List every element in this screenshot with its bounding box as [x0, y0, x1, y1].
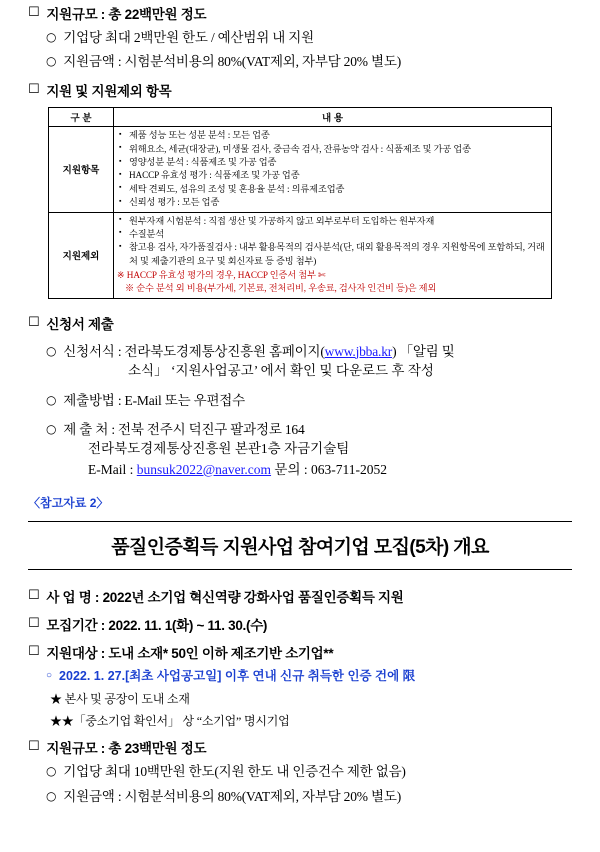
list-item: ▪ 신뢰성 평가 : 모든 업종	[129, 196, 548, 209]
period-heading	[28, 614, 572, 634]
list-item: ▪ 위해요소, 세균(대장균), 미생물 검사, 중금속 검사, 잔류농약 검사 : 식품제조 및 가공 업종	[129, 143, 548, 156]
circle-bullet-icon: ○	[46, 343, 57, 358]
note-exclusion: ※ 순수 분석 외 비용(부가세, 기본료, 전처리비, 우송료, 검사자 인건비 등)은 제외	[125, 283, 437, 294]
target-blue-note	[46, 668, 572, 686]
email-link[interactable]: bunsuk2022@naver.com	[136, 461, 272, 477]
support-scale-item-1-text: 기업당 최대 2백만원 한도 / 예산범위 내 지원	[63, 30, 314, 45]
target-text: 지원대상 : 도내 소재* 50인 이하 제조기반 소기업**	[46, 645, 334, 661]
scale-heading	[28, 737, 572, 757]
scale-item-2	[46, 787, 572, 806]
row-label-excluded: 지원제외	[49, 212, 114, 298]
support-items-heading-text: 지원 및 지원제외 항목	[46, 84, 172, 100]
list-item: ▪ 참고용 검사, 자가품질검사 : 내부 활용목적의 검사분석(단, 대외 활용목적의 경우 지원항목에 포함하되, 거래처 및 제출기관의 요구 및 회신자료 등 증빙 첨부)	[129, 241, 548, 268]
application-form-suffix: ) 「알림 및	[392, 343, 455, 359]
application-email-line	[88, 460, 572, 480]
scale-item-1-text: 기업당 최대 10백만원 한도(지원 한도 내 인증건수 제한 없음)	[63, 764, 406, 780]
row-label-support: 지원항목	[49, 127, 114, 212]
circle-bullet-icon: ○	[46, 788, 57, 803]
section2-body	[28, 586, 572, 806]
application-address-text: 제 출 처 : 전북 전주시 덕진구 팔과정로 164	[63, 422, 305, 438]
circle-bullet-icon: ○	[46, 393, 57, 408]
support-items-table	[48, 107, 552, 298]
scale-item-2-text: 지원금액 : 시험분석비용의 80%(VAT제외, 자부담 20% 별도)	[63, 788, 401, 804]
application-item-form	[46, 342, 572, 361]
note-haccp: ※ HACCP 유효성 평가의 경우, HACCP 인증서 첨부 ✄	[117, 269, 326, 280]
square-bullet-icon: ☐	[28, 615, 40, 631]
application-item-method	[46, 391, 572, 410]
list-item: ▪ 원부자재 시험분석 : 직접 생산 및 가공하지 않고 외부로부터 도입하는 원부자재	[129, 215, 548, 228]
support-scale-heading	[28, 3, 572, 23]
application-heading-text: 신청서 제출	[46, 316, 114, 332]
jbba-homepage-link[interactable]: www.jbba.kr	[324, 343, 393, 359]
scale-item-1	[46, 762, 572, 781]
reference-note: 〈참고자료 2〉	[28, 495, 109, 510]
table-header-row	[49, 108, 552, 127]
target-heading	[28, 642, 572, 662]
square-bullet-icon: ☐	[28, 5, 40, 20]
circle-bullet-icon: ○	[46, 422, 57, 437]
application-heading	[28, 313, 572, 333]
row-content-support	[114, 127, 552, 212]
document-page	[0, 3, 600, 852]
row-content-excluded	[114, 212, 552, 298]
application-form-cont: 소식」 ‘지원사업공고’ 에서 확인 및 다운로드 후 작성	[128, 362, 434, 378]
support-scale-heading-text: 지원규모 : 총 22백만원 정도	[46, 7, 207, 22]
scale-heading-text: 지원규모 : 총 23백만원 정도	[46, 741, 207, 757]
list-item: ▪ 세탁 견뢰도, 섬유의 조성 및 혼용율 분석 : 의류제조업종	[129, 183, 548, 196]
support-items-heading	[28, 80, 572, 100]
hollow-circle-icon: ○	[46, 669, 53, 681]
application-address-cont: 전라북도경제통상진흥원 본관1층 자금기술팀	[88, 441, 350, 457]
phone-text: 문의 : 063-711-2052	[271, 461, 387, 477]
application-form-prefix: 신청서식 : 전라북도경제통상진흥원 홈페이지(	[63, 343, 325, 359]
table-row	[49, 212, 552, 298]
square-bullet-icon: ☐	[28, 82, 40, 98]
square-bullet-icon: ☐	[28, 587, 40, 603]
list-item: ▪ 제품 성능 또는 성분 분석 : 모든 업종	[129, 129, 548, 142]
square-bullet-icon: ☐	[28, 314, 40, 330]
list-item: ▪ 수질분석	[129, 228, 548, 241]
target-blue-note-text: 2022. 1. 27.[최초 사업공고일] 이후 연내 신규 취득한 인증 건에 限	[59, 668, 416, 683]
table-header-division: 구 분	[49, 108, 114, 127]
target-star-note-2: ★★「중소기업 확인서」 상 “소기업” 명시기업	[50, 714, 290, 729]
square-bullet-icon: ☐	[28, 739, 40, 755]
target-star-note-1: ★ 본사 및 공장이 도내 소재	[50, 692, 190, 707]
business-name-heading	[28, 586, 572, 606]
application-form-text	[63, 342, 454, 361]
circle-bullet-icon: ○	[46, 30, 57, 44]
circle-bullet-icon: ○	[46, 764, 57, 779]
support-scale-item-2-text: 지원금액 : 시험분석비용의 80%(VAT제외, 자부담 20% 별도)	[63, 54, 401, 70]
business-name-text: 사 업 명 : 2022년 소기업 혁신역량 강화사업 품질인증획득 지원	[46, 589, 404, 605]
email-label: E-Mail :	[88, 461, 137, 477]
circle-bullet-icon: ○	[46, 54, 57, 69]
support-scale-item-1	[46, 28, 572, 47]
table-header-content: 내 용	[114, 108, 552, 127]
support-scale-item-2	[46, 52, 572, 71]
application-method-text: 제출방법 : E-Mail 또는 우편접수	[63, 393, 245, 409]
list-item: ▪ 영양성분 분석 : 식품제조 및 가공 업종	[129, 156, 548, 169]
list-item: ▪ HACCP 유효성 평가 : 식품제조 및 가공 업종	[129, 169, 548, 182]
period-text: 모집기간 : 2022. 11. 1(화) ~ 11. 30.(수)	[46, 617, 268, 633]
table-row	[49, 127, 552, 212]
page-title: 품질인증획득 지원사업 참여기업 모집(5차) 개요	[111, 536, 489, 558]
square-bullet-icon: ☐	[28, 643, 40, 659]
application-item-address	[46, 420, 572, 439]
document-title-block	[28, 521, 572, 570]
